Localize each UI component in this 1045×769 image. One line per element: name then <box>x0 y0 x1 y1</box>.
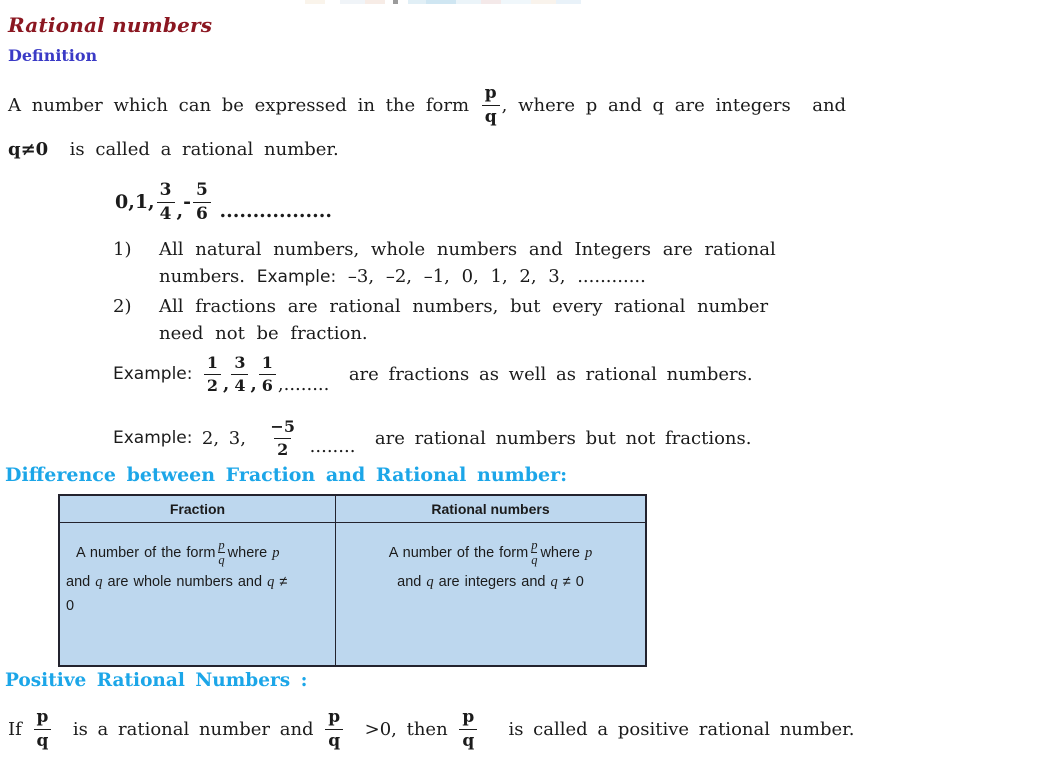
strip-segment <box>340 0 365 4</box>
fraction-denominator: q <box>531 553 538 567</box>
fraction-3-over-4 <box>157 179 175 224</box>
variable-p: p <box>272 545 280 561</box>
fraction-p-over-q <box>459 706 477 751</box>
definition-line2-rest: is called a rational number. <box>48 139 339 160</box>
fraction-5-over-6 <box>193 179 211 224</box>
series-minus: - <box>183 191 192 213</box>
list-marker-2: 2) <box>113 296 132 317</box>
example2-prefix: 2, 3, <box>201 427 266 449</box>
list-item-2-line2: need not be fraction. <box>159 323 368 344</box>
fraction-minus5-over-2 <box>267 416 298 459</box>
definition-line2 <box>8 139 339 160</box>
table-cell-right-line2 <box>336 570 645 594</box>
fraction-denominator: q <box>482 105 500 126</box>
fraction-p-over-q <box>482 82 500 127</box>
definition-line1-text-a: A number which can be expressed in the form <box>8 94 480 116</box>
variable-q: q <box>426 574 434 590</box>
comma: , <box>223 374 230 395</box>
fraction-p-over-q <box>34 706 52 751</box>
fraction-1-over-6 <box>259 352 276 395</box>
example-label: Example: <box>113 364 202 384</box>
strip-segment <box>531 0 556 4</box>
fraction-numerator: p <box>462 706 475 727</box>
fraction-denominator: q <box>218 553 225 567</box>
para2-text-d: is called a positive rational number. <box>479 718 855 740</box>
positive-rational-definition-line <box>8 697 854 761</box>
fraction-numerator: p <box>484 82 497 103</box>
fraction-3-over-4 <box>231 352 248 395</box>
table-cell-left-line1 <box>76 536 331 570</box>
list-item-1-line1: All natural numbers, whole numbers and Integers are rational <box>159 239 776 260</box>
table-header-rational-numbers: Rational numbers <box>336 496 645 523</box>
variable-q: q <box>95 574 103 590</box>
strip-segment <box>501 0 531 4</box>
cell-text: where <box>540 545 585 561</box>
list-item-1-text <box>159 236 776 291</box>
cell-text: and <box>66 574 96 590</box>
cell-text: are whole numbers and <box>102 574 268 590</box>
example-label: Example: <box>256 267 337 287</box>
strip-segment <box>385 0 393 4</box>
fraction-numerator: 5 <box>196 179 208 200</box>
para2-text-b: is a rational number and <box>53 718 324 740</box>
comma: , <box>250 374 257 395</box>
list-item-2-line1: All fractions are rational numbers, but every rational number <box>159 296 769 317</box>
variable-p: p <box>584 545 593 561</box>
list-item-2 <box>113 293 833 347</box>
definition-heading: Definition <box>8 46 98 65</box>
fraction-numerator: 3 <box>234 352 246 372</box>
definition-line1-text-b: , where p and q are integers and <box>501 94 847 116</box>
list-marker-1: 1) <box>113 239 132 260</box>
cell-text: ≠ <box>274 574 288 590</box>
table-cell-right-line1 <box>336 536 645 570</box>
fraction-denominator: 2 <box>274 438 291 458</box>
strip-segment <box>481 0 501 4</box>
strip-segment <box>456 0 481 4</box>
example2-rest: are rational numbers but not fractions. <box>355 427 752 449</box>
fraction-denominator: 6 <box>193 202 211 223</box>
numbered-list <box>113 236 833 347</box>
para2-text-c: >0, then <box>345 718 458 740</box>
cell-text: A number of the form <box>76 545 216 561</box>
cropped-toolbar-strip <box>305 0 581 4</box>
fraction-p-over-q <box>218 539 224 567</box>
fraction-numerator: p <box>328 706 341 727</box>
fraction-vs-rational-table <box>58 494 647 667</box>
fraction-numerator: p <box>218 537 225 552</box>
table-header-fraction: Fraction <box>60 496 336 523</box>
fraction-denominator: q <box>459 729 477 750</box>
rational-series-line <box>115 175 332 229</box>
variable-q: q <box>550 574 558 590</box>
para2-text-a: If <box>8 718 32 740</box>
fraction-denominator: 2 <box>204 374 221 394</box>
series-comma: , <box>176 200 184 222</box>
strip-segment <box>305 0 325 4</box>
example1-dots: ,........ <box>277 374 330 395</box>
fraction-p-over-q <box>531 539 537 567</box>
cell-text: and <box>397 574 427 590</box>
list-item-1 <box>113 236 833 291</box>
definition-line1 <box>8 79 846 131</box>
fraction-denominator: q <box>325 729 343 750</box>
table-cell-left-line2 <box>66 570 331 594</box>
fraction-p-over-q <box>325 706 343 751</box>
fraction-1-over-2 <box>204 352 221 395</box>
example-fractions-line <box>113 346 753 402</box>
fraction-denominator: 6 <box>259 374 276 394</box>
table-cell-rational-definition <box>336 523 645 665</box>
series-dots: ................. <box>212 200 332 222</box>
list-item-1-line2-post: –3, –2, –1, 0, 1, 2, 3, ............ <box>336 266 646 287</box>
fraction-numerator: 1 <box>261 352 273 372</box>
strip-segment <box>365 0 385 4</box>
strip-segment <box>556 0 581 4</box>
list-item-2-text <box>159 293 768 347</box>
q-not-zero: q≠0 <box>8 139 49 160</box>
page-title: Rational numbers <box>8 13 213 37</box>
cell-text: A number of the form <box>388 545 529 561</box>
strip-segment <box>408 0 426 4</box>
fraction-denominator: 4 <box>157 202 175 223</box>
strip-segment <box>325 0 340 4</box>
fraction-numerator: −5 <box>270 416 295 436</box>
list-item-1-line2 <box>159 263 776 291</box>
cell-text: are integers and <box>433 574 551 590</box>
table-cell-left-line3: 0 <box>66 598 75 614</box>
cell-text: ≠ 0 <box>557 574 584 590</box>
fraction-numerator: p <box>531 537 538 552</box>
strip-segment <box>398 0 408 4</box>
fraction-numerator: 3 <box>159 179 172 200</box>
list-item-1-line2-pre: numbers. <box>159 266 257 287</box>
cell-text: where <box>227 545 273 561</box>
series-prefix: 0,1, <box>115 191 155 213</box>
fraction-denominator: q <box>34 729 52 750</box>
example-label: Example: <box>113 428 202 448</box>
example2-dots: ........ <box>299 436 356 457</box>
fraction-denominator: 4 <box>231 374 248 394</box>
fraction-numerator: 1 <box>206 352 219 372</box>
positive-rationals-heading: Positive Rational Numbers : <box>5 670 308 691</box>
fraction-numerator: p <box>36 706 49 727</box>
example-non-fractions-line <box>113 412 751 464</box>
example1-rest: are fractions as well as rational numbers. <box>329 363 753 385</box>
difference-section-heading: Difference between Fraction and Rational number: <box>5 464 568 486</box>
variable-q: q <box>267 574 275 590</box>
strip-segment <box>426 0 456 4</box>
table-cell-fraction-definition <box>60 523 336 665</box>
